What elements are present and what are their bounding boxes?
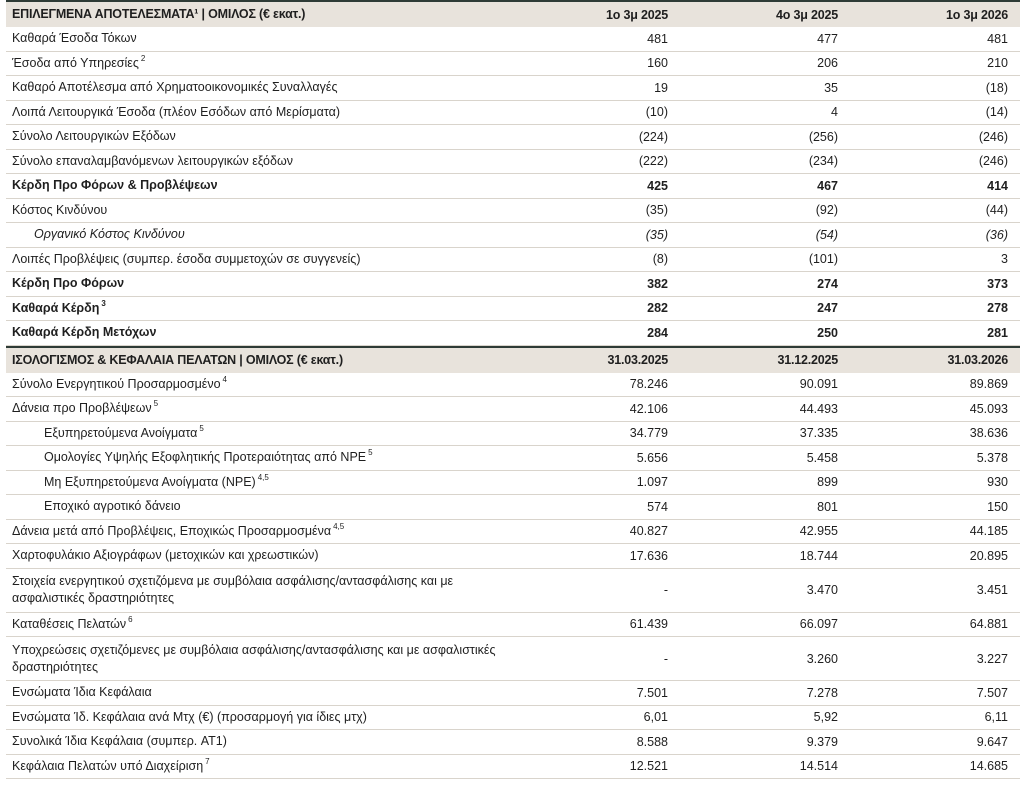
row-label [6, 449, 508, 466]
table-row [6, 730, 1020, 755]
cell-value: 17.636 [629, 548, 668, 563]
col-header-1: 31.03.2025 [607, 353, 668, 367]
table-row [6, 422, 1020, 447]
table-row [6, 495, 1020, 520]
row-label [6, 642, 508, 676]
cell-value: (35) [645, 227, 668, 242]
cell-value: (44) [985, 203, 1008, 218]
cell-value: 899 [817, 475, 838, 490]
footnote-marker: 4 [222, 374, 227, 384]
row-label [6, 474, 508, 491]
table-row [6, 446, 1020, 471]
row-label-text: Στοιχεία ενεργητικού σχετιζόμενα με συμβόλαια ασφάλισης/αντασφάλισης και με ασφαλιστικές δραστηριότητες [12, 574, 454, 605]
table-row [6, 101, 1020, 126]
cell-value: 3 [1001, 252, 1008, 267]
cell-value: 282 [647, 301, 668, 316]
cell-value: 414 [987, 178, 1008, 193]
table-row [6, 755, 1020, 780]
table-row [6, 272, 1020, 297]
table-row [6, 174, 1020, 199]
cell-value: (35) [645, 203, 668, 218]
cell-value: 40.827 [629, 524, 668, 539]
cell-value: 481 [987, 31, 1008, 46]
footnote-marker: 4,5 [257, 472, 269, 482]
row-label [6, 251, 508, 268]
row-label-text: Σύνολο Λειτουργικών Εξόδων [12, 129, 176, 144]
cell-value: 274 [817, 276, 838, 291]
table-row [6, 520, 1020, 545]
cell-value: 45.093 [969, 401, 1008, 416]
cell-value: 382 [647, 276, 668, 291]
cell-value: 35 [824, 80, 838, 95]
cell-value: (101) [808, 252, 838, 267]
cell-value: (222) [638, 154, 668, 169]
row-label-text: Υποχρεώσεις σχετιζόμενες με συμβόλαια ασφάλισης/αντασφάλισης και με ασφαλιστικές δραστηριότητες [12, 642, 496, 674]
row-label [6, 684, 508, 701]
table-row [6, 150, 1020, 175]
results-table [6, 0, 1020, 779]
row-label [6, 523, 508, 540]
cell-value: 284 [647, 325, 668, 340]
footnote-marker: 6 [128, 614, 133, 624]
cell-value: (8) [652, 252, 668, 267]
cell-value: 78.246 [629, 377, 668, 392]
row-label [6, 709, 508, 726]
cell-value: 12.521 [629, 759, 668, 774]
row-label [6, 547, 508, 564]
row-label [6, 758, 508, 775]
table-row [6, 681, 1020, 706]
cell-value: 467 [817, 178, 838, 193]
row-label [6, 324, 508, 341]
row-label-text: Κέρδη Προ Φόρων [12, 276, 125, 291]
cell-value: 801 [817, 499, 838, 514]
row-label [6, 300, 508, 317]
row-label-text: Λοιπές Προβλέψεις (συμπερ. έσοδα συμμετοχών σε συγγενείς) [12, 251, 361, 266]
cell-value: 247 [817, 301, 838, 316]
cell-value: 160 [647, 56, 668, 71]
cell-value: 281 [987, 325, 1008, 340]
footnote-marker: 5 [153, 399, 159, 409]
cell-value: 90.091 [799, 377, 838, 392]
cell-value: 38.636 [969, 426, 1008, 441]
cell-value: 5,92 [813, 710, 838, 725]
row-label-text: Σύνολο Ενεργητικού Προσαρμοσμένο [12, 376, 221, 391]
footnote-marker: 2 [140, 53, 146, 63]
row-label [6, 55, 508, 72]
row-label [6, 573, 508, 607]
cell-value: 477 [817, 31, 838, 46]
cell-value: 574 [647, 499, 668, 514]
table-row [6, 397, 1020, 422]
row-label-text: Συνολικά Ίδια Κεφάλαια (συμπερ. AT1) [12, 734, 227, 749]
cell-value: (14) [985, 105, 1008, 120]
section2-title: ΙΣΟΛΟΓΙΣΜΟΣ & ΚΕΦΑΛΑΙΑ ΠΕΛΑΤΩΝ | ΟΜΙΛΟΣ (€ εκατ.) [12, 352, 343, 367]
cell-value: 89.869 [969, 377, 1008, 392]
row-label-text: Ενσώματα Ίδια Κεφάλαια [12, 685, 152, 700]
cell-value: (92) [815, 203, 838, 218]
cell-value: 18.744 [799, 548, 838, 563]
cell-value: 8.588 [636, 734, 668, 749]
col-header-3: 31.03.2026 [947, 353, 1008, 367]
cell-value: 9.647 [976, 734, 1008, 749]
row-label [6, 226, 508, 243]
cell-value: 1.097 [636, 475, 668, 490]
cell-value: (246) [978, 129, 1008, 144]
table-row [6, 544, 1020, 569]
row-label [6, 153, 508, 170]
row-label-text: Σύνολο επαναλαμβανόμενων λειτουργικών εξόδων [12, 153, 293, 168]
cell-value: (10) [645, 105, 668, 120]
row-label [6, 79, 508, 96]
cell-value: 425 [647, 178, 668, 193]
table-row [6, 248, 1020, 273]
table-row [6, 321, 1020, 346]
cell-value: 19 [654, 80, 668, 95]
cell-value: 42.106 [629, 401, 668, 416]
table-row [6, 125, 1020, 150]
table-row [6, 637, 1020, 681]
row-label-text: Εξυπηρετούμενα Ανοίγματα [44, 425, 198, 440]
footnote-marker: 4,5 [333, 521, 345, 531]
row-label [6, 400, 508, 417]
cell-value: (36) [985, 227, 1008, 242]
cell-value: 37.335 [799, 426, 838, 441]
cell-value: 20.895 [969, 548, 1008, 563]
table-row [6, 199, 1020, 224]
row-label-text: Δάνεια προ Προβλέψεων [12, 401, 152, 416]
table-row [6, 471, 1020, 496]
row-label [6, 498, 508, 515]
row-label-text: Καταθέσεις Πελατών [12, 616, 127, 631]
table-row [6, 52, 1020, 77]
row-label [6, 30, 508, 47]
cell-value: (224) [638, 129, 668, 144]
row-label [6, 425, 508, 442]
row-label-text: Καθαρά Έσοδα Τόκων [12, 31, 137, 46]
cell-value: (18) [985, 80, 1008, 95]
col-header-2: 4ο 3μ 2025 [776, 7, 838, 22]
cell-value: 3.260 [806, 651, 838, 666]
row-label [6, 104, 508, 121]
cell-value: 373 [987, 276, 1008, 291]
row-label-text: Ενσώματα Ίδ. Κεφάλαια ανά Μτχ (€) (προσαρμογή για ίδιες μτχ) [12, 709, 367, 724]
row-label-text: Καθαρό Αποτέλεσμα από Χρηματοοικονομικές Συναλλαγές [12, 80, 338, 95]
cell-value: 14.685 [969, 759, 1008, 774]
cell-value: (256) [808, 129, 838, 144]
row-label-text: Καθαρά Κέρδη Μετόχων [12, 325, 157, 340]
table-row [6, 373, 1020, 398]
table-row [6, 706, 1020, 731]
cell-value: (54) [815, 227, 838, 242]
table-row [6, 297, 1020, 322]
table-row [6, 569, 1020, 613]
row-label-text: Χαρτοφυλάκιο Αξιογράφων (μετοχικών και χρεωστικών) [12, 548, 319, 563]
row-label [6, 202, 508, 219]
section2-header [6, 346, 1020, 373]
row-label [6, 616, 508, 633]
row-label-text: Ομολογίες Υψηλής Εξοφλητικής Προτεραιότητας από NPE [44, 450, 367, 465]
row-label-text: Λοιπά Λειτουργικά Έσοδα (πλέον Εσόδων από Μερίσματα) [12, 104, 341, 119]
section1-title: ΕΠΙΛΕΓΜΕΝΑ ΑΠΟΤΕΛΕΣΜΑΤΑ¹ | ΟΜΙΛΟΣ (€ εκατ.) [12, 7, 306, 21]
cell-value: 210 [987, 56, 1008, 71]
cell-value: 42.955 [799, 524, 838, 539]
row-label-text: Κόστος Κινδύνου [12, 202, 108, 217]
cell-value: 9.379 [806, 734, 838, 749]
row-label-text: Κέρδη Προ Φόρων & Προβλέψεων [12, 178, 218, 193]
footnote-marker: 7 [205, 756, 210, 766]
row-label [6, 275, 508, 292]
cell-value: 5.378 [976, 450, 1008, 465]
cell-value: 64.881 [969, 617, 1008, 632]
cell-value: 44.185 [969, 524, 1008, 539]
col-header-2: 31.12.2025 [777, 353, 838, 367]
table-row [6, 613, 1020, 638]
section1-header [6, 0, 1020, 27]
col-header-3: 1ο 3μ 2026 [946, 7, 1008, 22]
row-label [6, 733, 508, 750]
cell-value: 61.439 [629, 617, 668, 632]
cell-value: 7.278 [806, 685, 838, 700]
cell-value: 206 [817, 56, 838, 71]
cell-value: 278 [987, 301, 1008, 316]
cell-value: 66.097 [799, 617, 838, 632]
cell-value: (246) [978, 154, 1008, 169]
cell-value: 4 [831, 105, 838, 120]
cell-value: 3.470 [806, 583, 838, 597]
cell-value: 34.779 [629, 426, 668, 441]
cell-value: 3.451 [976, 583, 1008, 597]
col-header-1: 1ο 3μ 2025 [606, 7, 668, 22]
cell-value: 6,11 [984, 710, 1008, 725]
row-label-text: Καθαρά Κέρδη [12, 300, 100, 315]
row-label-text: Έσοδα από Υπηρεσίες [12, 55, 139, 70]
cell-value: 3.227 [976, 651, 1008, 666]
cell-value: 5.458 [806, 450, 838, 465]
cell-value: 481 [647, 31, 668, 46]
cell-value: - [663, 651, 668, 666]
row-label-text: Εποχικό αγροτικό δάνειο [44, 499, 181, 514]
cell-value: 7.501 [636, 685, 668, 700]
table-row [6, 76, 1020, 101]
footnote-marker: 5 [368, 448, 373, 458]
cell-value: 44.493 [799, 401, 838, 416]
cell-value: 6,01 [643, 710, 668, 725]
table-row [6, 223, 1020, 248]
section2-rows [6, 373, 1020, 780]
section1-rows [6, 27, 1020, 346]
cell-value: 250 [817, 325, 838, 340]
row-label [6, 128, 508, 145]
footnote-marker: 5 [199, 423, 204, 433]
cell-value: 150 [987, 499, 1008, 514]
table-row [6, 27, 1020, 52]
row-label-text: Κεφάλαια Πελατών υπό Διαχείριση [12, 758, 204, 773]
row-label [6, 376, 508, 393]
row-label-text: Μη Εξυπηρετούμενα Ανοίγματα (NPE) [44, 474, 256, 489]
cell-value: 7.507 [976, 685, 1008, 700]
cell-value: 14.514 [799, 759, 838, 774]
row-label [6, 177, 508, 194]
footnote-marker: 3 [101, 298, 106, 308]
cell-value: 5.656 [636, 450, 668, 465]
cell-value: - [663, 583, 668, 597]
row-label-text: Δάνεια μετά από Προβλέψεις, Εποχικώς Προσαρμοσμένα [12, 523, 332, 538]
cell-value: (234) [808, 154, 838, 169]
row-label-text: Οργανικό Κόστος Κινδύνου [34, 227, 185, 242]
cell-value: 930 [987, 475, 1008, 490]
